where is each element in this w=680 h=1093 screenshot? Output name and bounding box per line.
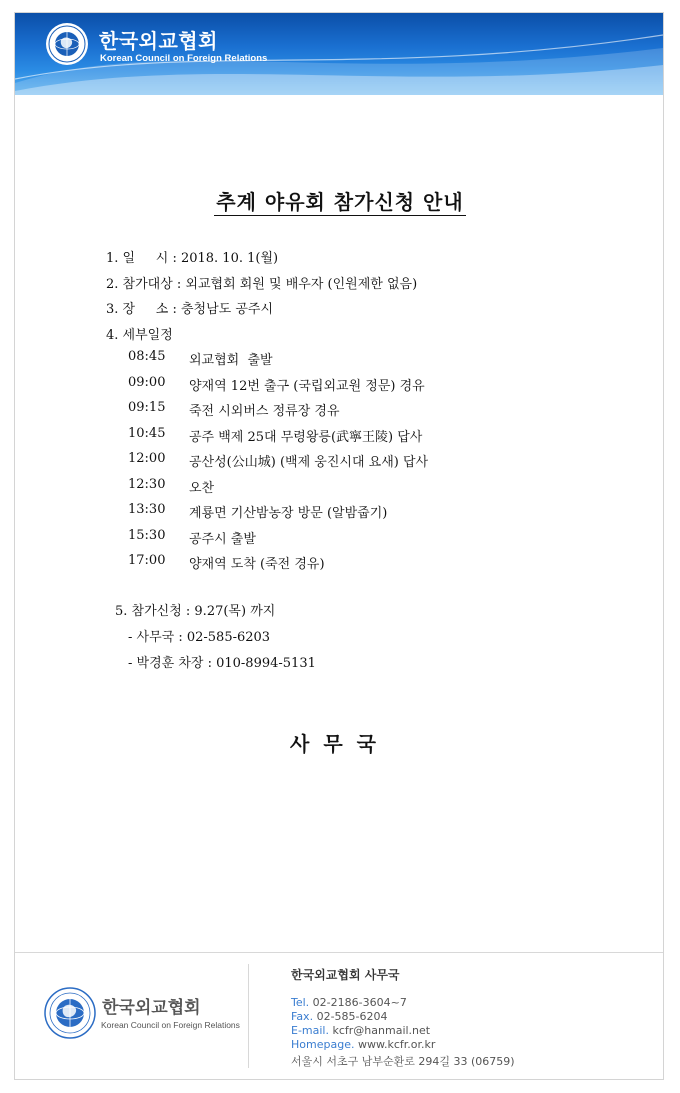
footer-fax [291,1010,388,1023]
footer-email [291,1024,430,1037]
item-date: 1. 일 시 : 2018. 10. 1(월) [106,251,279,266]
schedule-desc: 죽전 시외버스 정류장 경유 [189,404,340,419]
signature-office: 사무국 [290,732,390,756]
footer-tel [291,996,407,1009]
schedule-desc: 공산성(公山城) (백제 웅진시대 요새) 답사 [189,455,429,470]
footer-email-value[interactable]: kcfr@hanmail.net [332,1024,431,1037]
footer-vertical-divider [248,964,249,1068]
footer-fax-value: 02-585-6204 [316,1010,388,1023]
footer-org-name-en: Korean Council on Foreign Relations [101,1020,240,1030]
page-frame [14,12,664,1080]
document-title-text: 추계 야유회 참가신청 안내 [216,190,464,214]
footer-divider [15,952,663,953]
schedule-time: 12:30 [128,477,166,492]
schedule-time: 12:00 [128,451,166,466]
application-heading: 5. 참가신청 : 9.27(목) 까지 [115,604,276,619]
schedule-time: 10:45 [128,426,166,441]
contact-manager: - 박경훈 차장 : 010-8994-5131 [128,656,316,671]
schedule-desc: 양재역 12번 출구 (국립외교원 정문) 경유 [189,379,425,394]
footer-email-label: E-mail. [291,1024,329,1037]
footer-office-title: 한국외교협회 사무국 [291,968,400,982]
footer-fax-label: Fax. [291,1010,314,1023]
schedule-time: 09:15 [128,400,166,415]
globe-emblem-icon [45,22,89,66]
schedule-desc: 양재역 도착 (죽전 경유) [189,557,325,572]
header-org-name-ko: 한국외교협회 [99,29,218,53]
footer-tel-value: 02-2186-3604~7 [312,996,407,1009]
schedule-time: 09:00 [128,375,166,390]
header-banner [15,13,663,95]
footer-homepage-link[interactable]: www.kcfr.or.kr [357,1038,436,1051]
footer-tel-label: Tel. [291,996,310,1009]
schedule-time: 17:00 [128,553,166,568]
schedule-desc: 공주 백제 25대 무령왕릉(武寧王陵) 답사 [189,430,423,445]
footer-org-name-ko: 한국외교협회 [102,998,201,1018]
item-location: 3. 장 소 : 충청남도 공주시 [106,302,273,317]
schedule-desc: 계룡면 기산밤농장 방문 (알밤줍기) [189,506,388,521]
schedule-desc: 오찬 [189,481,215,496]
footer-address: 서울시 서초구 남부순환로 294길 33 (06759) [291,1055,515,1068]
contact-office: - 사무국 : 02-585-6203 [128,630,271,645]
schedule-time: 13:30 [128,502,166,517]
schedule-desc: 공주시 출발 [189,532,256,547]
item-participants: 2. 참가대상 : 외교협회 회원 및 배우자 (인원제한 없음) [106,277,418,292]
footer-globe-emblem-icon [44,987,96,1039]
schedule-time: 08:45 [128,349,166,364]
document-title [0,186,680,215]
schedule-time: 15:30 [128,528,166,543]
footer-homepage [291,1038,435,1051]
header-org-name-en: Korean Council on Foreign Relations [100,53,268,64]
footer-homepage-label: Homepage. [291,1038,355,1051]
item-schedule-heading: 4. 세부일정 [106,328,173,343]
schedule-desc: 외교협회 출발 [189,353,273,368]
